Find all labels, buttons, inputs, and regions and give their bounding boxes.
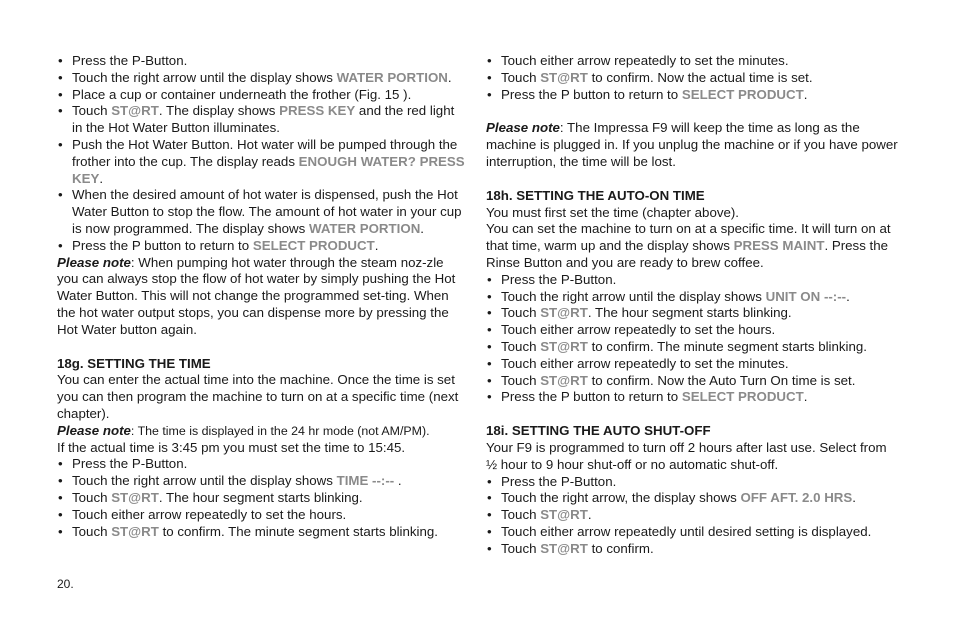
display-message: OFF AFT. 2.0 HRS (740, 490, 853, 506)
display-message: ST@RT (540, 540, 588, 556)
time-example: If the actual time is 3:45 pm you must set the time to 15:45. (57, 439, 406, 455)
instruction-text: Press the P button to return to (501, 389, 682, 405)
display-message: ST@RT (111, 489, 159, 505)
instruction-text: Touch (501, 305, 541, 321)
display-message: SELECT PRODUCT (252, 237, 375, 253)
list-item (57, 473, 467, 490)
display-message: ST@RT (540, 507, 588, 523)
instruction-text: Press the P-Button. (501, 473, 617, 489)
instruction-text: . (447, 69, 452, 85)
list-item (486, 541, 898, 558)
description-text: You can set the machine to turn on at a specific time. It will turn on at that time, warm up and the display shows (486, 221, 891, 254)
auto-shutoff-intro: Your F9 is programmed to turn off 2 hours after last use. Select from ½ hour to 9 hour shut-off or no automatic shut-off. (486, 439, 887, 472)
list-item (486, 289, 898, 306)
list-item (57, 456, 467, 473)
instruction-text: Touch the right arrow until the display shows (72, 69, 337, 85)
display-message: WATER PORTION (309, 220, 421, 236)
instruction-text: . (374, 237, 379, 253)
auto-on-description (486, 221, 898, 271)
list-item (57, 490, 467, 507)
auto-shutoff-steps (486, 474, 898, 558)
list-item (486, 389, 898, 406)
instruction-text: Touch (501, 372, 541, 388)
instruction-text: Touch either arrow repeatedly to set the hours. (72, 506, 347, 522)
list-item (486, 356, 898, 373)
section-heading-18g: 18g. SETTING THE TIME (57, 355, 211, 371)
instruction-text: . The hour segment starts blinking. (587, 305, 792, 321)
instruction-text: Press the P-Button. (72, 456, 188, 472)
list-item (486, 87, 898, 104)
instruction-text: Touch (501, 507, 541, 523)
list-item (486, 474, 898, 491)
note-text: : The time is displayed in the 24 hr mode (not AM/PM). (130, 423, 430, 438)
instruction-text: Touch the right arrow until the display shows (72, 473, 337, 489)
instruction-text: to confirm. (587, 540, 654, 556)
list-item (486, 490, 898, 507)
display-message: ST@RT (540, 69, 588, 85)
instruction-text: Touch (501, 540, 541, 556)
note-text: : The Impressa F9 will keep the time as long as the machine is plugged in. If you unplug the machine or if you have power interruption, the time will be lost. (486, 120, 898, 169)
instruction-text: to confirm. The minute segment starts blinking. (587, 338, 867, 354)
description-text: . Press the Rinse Button and you are ready to brew coffee. (486, 238, 889, 270)
instruction-text: Press the P-Button. (501, 271, 617, 287)
display-message: WATER PORTION (336, 69, 448, 85)
display-message: UNIT ON --:-- (765, 288, 847, 304)
right-column (486, 53, 898, 558)
display-message: ENOUGH WATER? PRESS KEY (72, 153, 465, 186)
instruction-text: Touch (72, 103, 112, 119)
list-item (486, 373, 898, 390)
list-item (486, 322, 898, 339)
instruction-text: to confirm. Now the actual time is set. (587, 69, 813, 85)
instruction-text: and the red light in the Hot Water Button illuminates. (72, 103, 455, 136)
hot-water-portion-steps (57, 53, 467, 255)
instruction-text: to confirm. The minute segment starts blinking. (158, 523, 438, 539)
instruction-text: . The hour segment starts blinking. (158, 489, 363, 505)
instruction-text: Touch either arrow repeatedly to set the hours. (501, 322, 776, 338)
list-item (486, 70, 898, 87)
list-item (57, 53, 467, 70)
list-item (486, 507, 898, 524)
instruction-text: Press the P-Button. (72, 53, 188, 68)
note-pumping-hot-water (57, 255, 467, 339)
display-message: SELECT PRODUCT (681, 389, 804, 405)
note-time-retention (486, 120, 898, 170)
display-message: ST@RT (540, 372, 588, 388)
list-item (57, 87, 467, 104)
instruction-text: When the desired amount of hot water is dispensed, push the Hot Water Button to stop the flow. The amount of hot water in your cup is now programmed. The display shows (72, 187, 462, 236)
instruction-text: Push the Hot Water Button. Hot water will be pumped through the frother into the cup. The display reads (72, 136, 458, 169)
list-item (486, 305, 898, 322)
setting-time-steps (57, 456, 467, 540)
setting-time-steps-continued (486, 53, 898, 103)
instruction-text: . (803, 389, 808, 405)
instruction-text: Touch either arrow repeatedly until desired setting is displayed. (501, 523, 872, 539)
instruction-text: Touch the right arrow, the display shows (501, 490, 741, 506)
display-message: SELECT PRODUCT (681, 86, 804, 102)
note-label: Please note (57, 254, 131, 270)
page-number: 20. (57, 577, 74, 591)
list-item (57, 524, 467, 541)
instruction-text: . (394, 473, 402, 489)
instruction-text: Touch the right arrow until the display shows (501, 288, 766, 304)
instruction-text: Touch either arrow repeatedly to set the minutes. (501, 355, 789, 371)
list-item (57, 70, 467, 87)
setting-time-intro: You can enter the actual time into the machine. Once the time is set you can then program the machine to turn on at a specific time (next chapter). (57, 372, 459, 421)
display-message: ST@RT (111, 523, 159, 539)
instruction-text: to confirm. Now the Auto Turn On time is set. (587, 372, 856, 388)
list-item (57, 507, 467, 524)
instruction-text: Press the P button to return to (72, 237, 253, 253)
list-item (57, 103, 467, 137)
display-message: ST@RT (540, 305, 588, 321)
instruction-text: Press the P button to return to (501, 86, 682, 102)
instruction-text: . The display shows (158, 103, 280, 119)
instruction-text: . (852, 490, 856, 506)
auto-on-prerequisite: You must first set the time (chapter above). (486, 204, 740, 220)
instruction-text: Touch (72, 523, 112, 539)
display-message: PRESS KEY (279, 103, 356, 119)
instruction-text: Touch (72, 489, 112, 505)
instruction-text: Touch either arrow repeatedly to set the minutes. (501, 53, 789, 68)
list-item (486, 339, 898, 356)
display-message: ST@RT (111, 103, 159, 119)
section-heading-18h: 18h. SETTING THE AUTO-ON TIME (486, 187, 705, 203)
instruction-text: . (99, 170, 104, 186)
list-item (57, 238, 467, 255)
instruction-text: Touch (501, 338, 541, 354)
instruction-text: . (420, 220, 424, 236)
section-heading-18i: 18i. SETTING THE AUTO SHUT-OFF (486, 423, 711, 439)
display-message: PRESS MAINT (733, 238, 825, 254)
note-text: : When pumping hot water through the steam noz-zle you can always stop the flow of hot water by simply pushing the Hot Water Button. This will not change the programmed set-ting. When the hot water output stops, you can dispense more by pressing the Hot Water button again. (57, 254, 456, 337)
instruction-text: . (803, 86, 808, 102)
note-label: Please note (486, 120, 560, 136)
display-message: ST@RT (540, 338, 588, 354)
instruction-text: . (846, 288, 850, 304)
list-item (486, 524, 898, 541)
list-item (486, 272, 898, 289)
instruction-text: Touch (501, 69, 541, 85)
list-item (57, 187, 467, 237)
note-label: Please note (57, 422, 131, 438)
list-item (486, 53, 898, 70)
instruction-text: Place a cup or container underneath the frother (Fig. 15 ). (72, 86, 412, 102)
instruction-text: . (587, 507, 592, 523)
left-column (57, 53, 467, 540)
list-item (57, 137, 467, 187)
auto-on-steps (486, 272, 898, 406)
note-24hr-mode (57, 423, 467, 440)
display-message: TIME --:-- (336, 473, 395, 489)
